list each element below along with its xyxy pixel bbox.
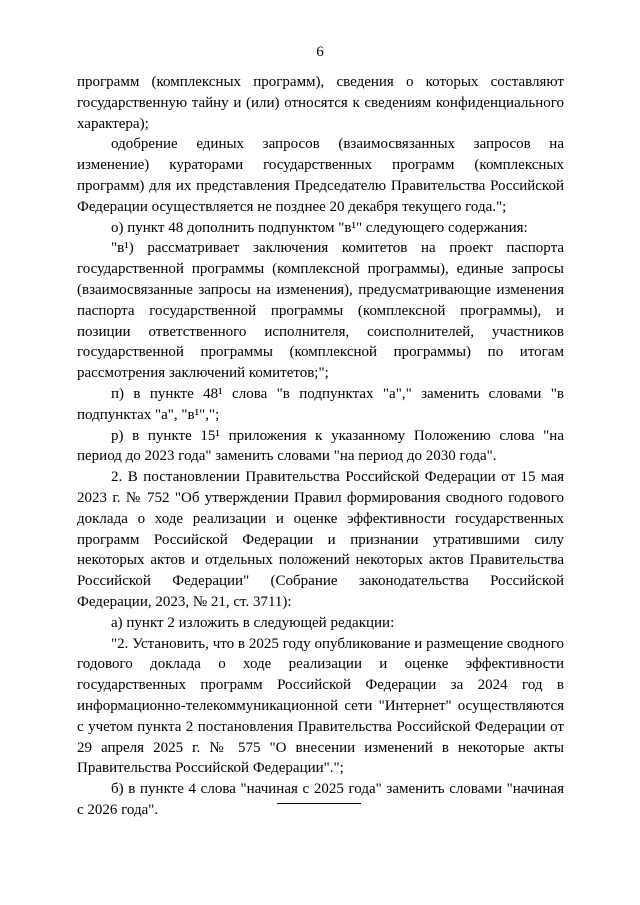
paragraph-3: о) пункт 48 дополнить подпунктом "в¹" следующего содержания: (111, 219, 528, 236)
paragraph-9: "2. Установить, что в 2025 году опубликование и размещение сводного годового доклада о ходе реализации и оценке эффективности государственных программ Российской Федерации за 2024 год в информационно-телекоммуникационной сети "Интернет" осуществляются с учетом пункта 2 постановления Правительства Российской Федерации от 29 апреля 2025 г. № 575 "О внесении изменений в некоторые акты Правительства Российской Федерации"."; (77, 635, 564, 777)
page-number: 6 (316, 44, 324, 60)
footer-divider (277, 803, 361, 804)
paragraph-7: 2. В постановлении Правительства Российской Федерации от 15 мая 2023 г. № 752 "Об утверждении Правил формирования сводного годового доклада о ходе реализации и оценке эффективности государственных программ Российской Федерации и признании утратившими силу некоторых актов и отдельных положений некоторых актов Правительства Российской Федерации" (Собрание законодательства Российской Федерации, 2023, № 21, ст. 3711): (77, 469, 564, 610)
paragraph-1: программ (комплексных программ), сведения о которых составляют государственную тайну и (или) относятся к сведениям конфиденциального характера); (77, 74, 564, 132)
paragraph-5: п) в пункте 48¹ слова "в подпунктах "а"," заменить словами "в подпунктах "а", "в¹","; (77, 385, 564, 423)
paragraph-6: р) в пункте 15¹ приложения к указанному Положению слова "на период до 2023 года" заменить словами "на период до 2030 года". (77, 427, 564, 465)
document-body (77, 72, 564, 821)
paragraph-10: б) в пункте 4 слова "начиная с 2025 года" заменить словами "начиная с 2026 года". (77, 781, 564, 818)
paragraph-4: "в¹) рассматривает заключения комитетов на проект паспорта государственной программы (комплексной программы), единые запросы (взаимосвязанные запросы на изменения), предусматривающие изменения паспорта государственной программы (комплексной программы), и позиции ответственного исполнителя, соисполнителей, участников государственной программы (комплексной программы) по итогам рассмотрения заключений комитетов;"; (77, 240, 564, 382)
paragraph-2: одобрение единых запросов (взаимосвязанных запросов на изменение) кураторами государственных программ (комплексных программ) для их представления Председателю Правительства Российской Федерации осуществляется не позднее 20 декабря текущего года."; (77, 136, 564, 215)
paragraph-8: а) пункт 2 изложить в следующей редакции: (111, 614, 395, 631)
